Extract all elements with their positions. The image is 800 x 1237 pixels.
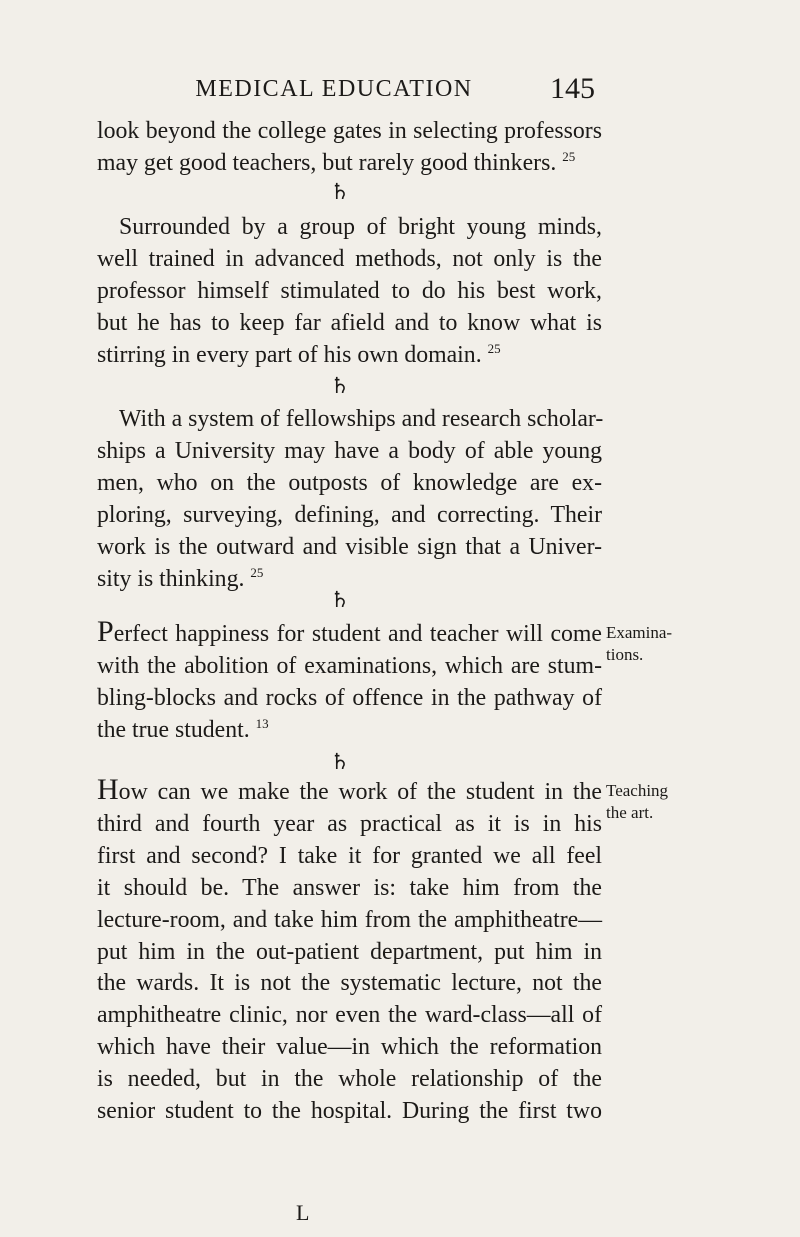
text-line: is needed, but in the whole relationship of the [97, 1066, 602, 1093]
text-line: With a system of fellowships and research scholar- [119, 406, 604, 432]
text-line: but he has to keep far afield and to know what is [97, 309, 602, 336]
ornament-divider-icon: ♄ [330, 588, 350, 613]
text-line: ships a University may have a body of able young [97, 437, 602, 464]
text-line: bling-blocks and rocks of offence in the pathway of [97, 684, 602, 711]
text-line: ploring, surveying, defining, and correcting. Their [97, 501, 602, 528]
text-line: look beyond the college gates in selecting professors [97, 118, 602, 144]
text-line: which have their value—in which the reformation [97, 1034, 602, 1061]
text-line: well trained in advanced methods, not only is the [97, 245, 602, 272]
paragraph-4 [97, 616, 602, 747]
paragraph-3 [97, 404, 602, 595]
text-line: third and fourth year as practical as it is in his [97, 810, 602, 837]
initial-letter: P [97, 615, 114, 648]
paragraph-2 [97, 212, 602, 372]
text-line: put him in the out-patient department, put him in [97, 938, 602, 965]
text-line: work is the outward and visible sign that a Univer- [97, 533, 602, 560]
text-line: lecture-room, and take him from the amphitheatre— [97, 906, 602, 933]
text-line: first and second? I take it for granted we all feel [97, 842, 602, 869]
page-number: 145 [550, 72, 595, 105]
page-header [0, 72, 800, 112]
margin-note-teaching: Teaching the art. [606, 781, 669, 822]
text-line: it should be. The answer is: take him from the [97, 874, 602, 901]
text-line: professor himself stimulated to do his best work, [97, 277, 602, 304]
citation-ref: 25 [562, 148, 576, 164]
text-line: How can we make the work of the student in the [97, 773, 602, 806]
text-line: Surrounded by a group of bright young minds, [119, 214, 602, 240]
text-line: men, who on the outposts of knowledge are ex- [97, 469, 602, 496]
text-line: Perfect happiness for student and teacher will come [97, 615, 602, 648]
text-line: senior student to the hospital. During the first two [97, 1098, 602, 1125]
citation-ref: 25 [487, 340, 501, 356]
citation-ref: 25 [250, 564, 264, 580]
ornament-divider-icon: ♄ [330, 374, 350, 399]
ornament-divider-icon: ♄ [330, 750, 350, 775]
paragraph-1 [97, 116, 602, 180]
text-line: stirring in every part of his own domain. $^{25}$ [97, 340, 501, 368]
citation-ref: 13 [255, 715, 269, 731]
signature-mark: L [296, 1200, 310, 1225]
text-line: amphitheatre clinic, nor even the ward-class—all of [97, 1002, 602, 1029]
text-line: may get good teachers, but rarely good thinkers. $^{25}$ [97, 148, 576, 176]
margin-note-examinations: Examina- tions. [606, 623, 673, 664]
text-line: the true student. $^{13}$ [97, 715, 269, 743]
text-line: sity is thinking. $^{25}$ [97, 564, 264, 592]
text-line: with the abolition of examinations, which are stum- [97, 652, 602, 679]
paragraph-5 [97, 774, 602, 1128]
text-line: the wards. It is not the systematic lecture, not the [97, 970, 602, 997]
ornament-divider-icon: ♄ [330, 180, 350, 205]
initial-letter: H [97, 773, 119, 806]
running-title: MEDICAL EDUCATION [195, 76, 473, 102]
